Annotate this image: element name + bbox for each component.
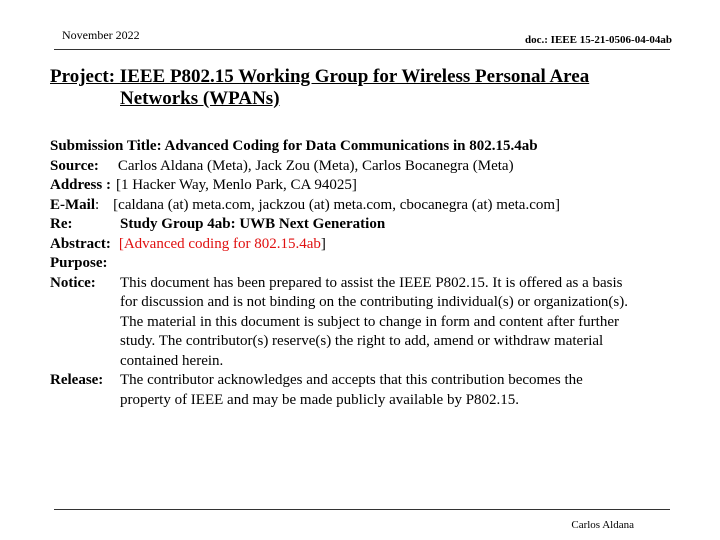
email-label: E-Mail (50, 196, 95, 213)
abstract-label: Abstract: (50, 235, 111, 252)
source-label: Source: (50, 157, 99, 174)
notice-label: Notice: (50, 274, 96, 291)
footer-divider (54, 509, 670, 510)
abstract-close-bracket: ] (320, 235, 326, 252)
re-value: Study Group 4ab: UWB Next Generation (120, 216, 386, 232)
notice-row (50, 274, 680, 372)
header-divider (54, 49, 670, 50)
abstract-row (50, 235, 680, 255)
address-label: Address : (50, 177, 111, 193)
email-colon: : (95, 196, 100, 213)
project-title-line1: Project: IEEE P802.15 Working Group for Wireless Personal Area (50, 66, 590, 87)
abstract-open-bracket: [ (118, 235, 124, 252)
abstract-value: Advanced coding for 802.15.4ab (123, 235, 321, 252)
email-value: [caldana (at) meta.com, jackzou (at) meta.com, cbocanegra (at) meta.com] (113, 196, 561, 213)
address-value: [1 Hacker Way, Menlo Park, CA 94025] (115, 177, 357, 193)
notice-line: for discussion and is not binding on the contributing individual(s) or organization(s). (120, 294, 628, 310)
notice-line: contained herein. (120, 352, 224, 369)
release-text (120, 371, 680, 410)
header-date: November 2022 (62, 28, 140, 42)
submission-details (50, 137, 680, 410)
submission-title: Submission Title: Advanced Coding for Data Communications in 802.15.4ab (50, 138, 538, 154)
release-line: The contributor acknowledges and accepts that this contribution becomes the (120, 372, 583, 388)
notice-line: study. The contributor(s) reserve(s) the right to add, amend or withdraw material (120, 333, 604, 349)
release-label: Release: (50, 372, 104, 388)
notice-line: This document has been prepared to assist the IEEE P802.15. It is offered as a basis (120, 274, 623, 291)
re-label: Re: (50, 216, 73, 232)
purpose-label: Purpose: (50, 255, 108, 271)
source-value: Carlos Aldana (Meta), Jack Zou (Meta), Carlos Bocanegra (Meta) (117, 157, 514, 174)
email-row (50, 196, 680, 216)
notice-line: The material in this document is subject to change in form and content after further (120, 313, 619, 330)
project-title (50, 66, 650, 110)
release-row (50, 371, 680, 410)
header-doc-id: doc.: IEEE 15-21-0506-04-04ab (525, 34, 672, 46)
re-row (50, 215, 680, 235)
release-line: property of IEEE and may be made publicly available by P802.15. (120, 391, 520, 408)
footer-author: Carlos Aldana (571, 519, 634, 531)
source-row (50, 157, 680, 177)
address-row (50, 176, 680, 196)
notice-text (120, 274, 680, 372)
project-title-line2: Networks (WPANs) (120, 88, 280, 109)
